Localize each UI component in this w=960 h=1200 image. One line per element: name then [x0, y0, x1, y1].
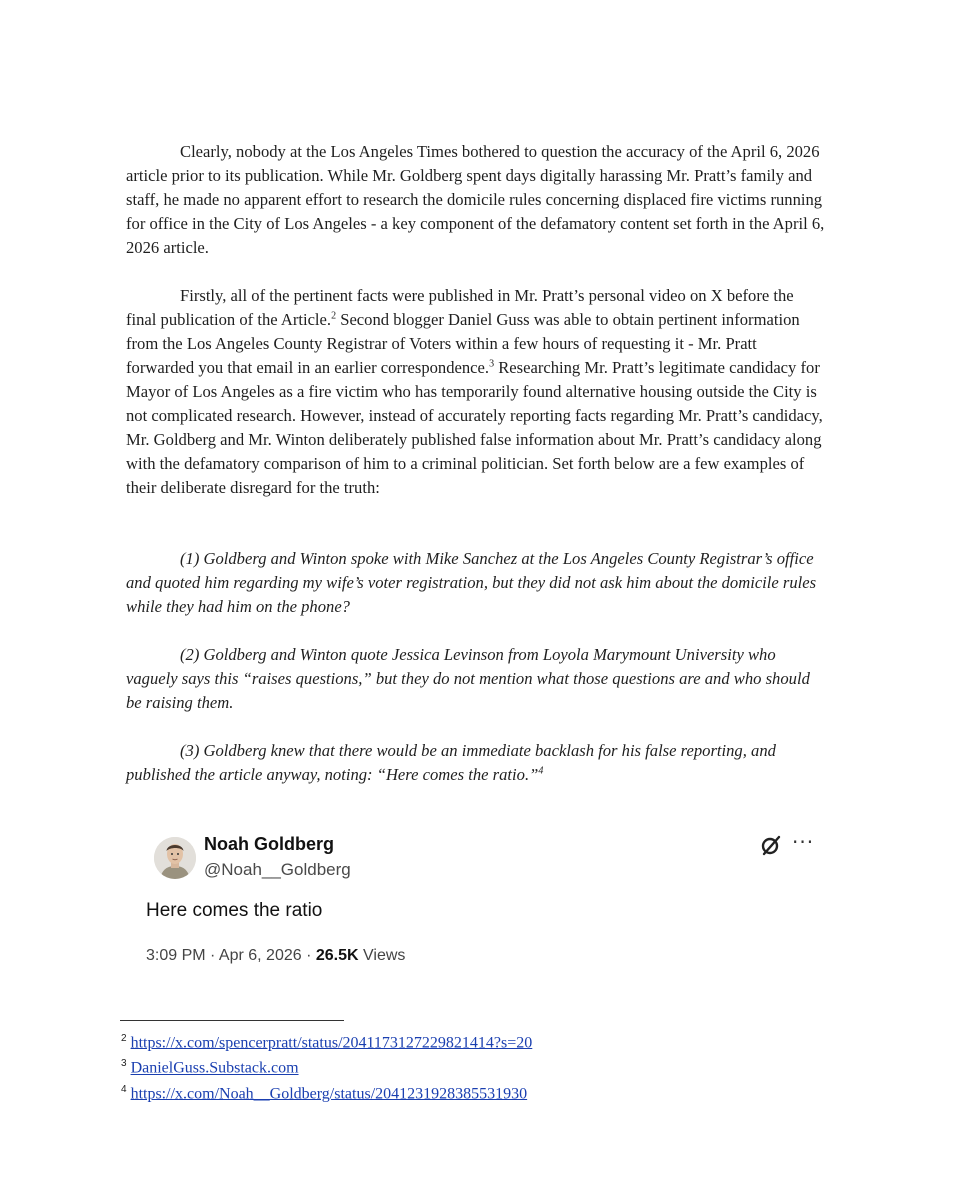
example-item-1 — [126, 547, 826, 619]
footnote-number: 2 — [121, 1033, 127, 1044]
example-item-2-text: (2) Goldberg and Winton quote Jessica Levinson from Loyola Marymount University who vaguely says this “raises questions,” but they do not mention what those questions are and who should be raising them. — [126, 645, 810, 712]
footnote-ref-4[interactable]: 4 — [538, 765, 544, 777]
tweet-meta — [146, 947, 405, 965]
avatar[interactable] — [154, 837, 196, 879]
footnote-link-2[interactable]: https://x.com/spencerpratt/status/2041173127229821414?s=20 — [130, 1034, 533, 1052]
footnote-ref-3[interactable]: 3 — [489, 358, 495, 370]
grok-icon[interactable] — [760, 834, 782, 856]
tweet-views-count: 26.5K — [315, 947, 359, 964]
footnote-link-3[interactable]: DanielGuss.Substack.com — [130, 1059, 299, 1077]
footnote-2 — [121, 1028, 821, 1053]
paragraph-1 — [126, 140, 826, 260]
paragraph-2-text-c: Researching Mr. Pratt’s legitimate candidacy for Mayor of Los Angeles as a fire victim who has temporarily found alternative housing outside the City is not complicated research. However, instead of accurately reporting facts regarding Mr. Pratt’s candidacy, Mr. Goldberg and Mr. Winton deliberately published false information about Mr. Pratt’s candidacy along with the defamatory comparison of him to a criminal politician. Set forth below are a few examples of their deliberate disregard for the truth: — [126, 358, 823, 497]
paragraph-2 — [126, 284, 826, 500]
avatar-portrait-icon — [154, 837, 196, 879]
footnote-number: 3 — [121, 1058, 127, 1070]
tweet-author-handle[interactable]: @Noah__Goldberg — [204, 860, 351, 879]
footnote-divider — [120, 1020, 344, 1021]
embedded-tweet[interactable] — [146, 832, 826, 982]
tweet-timestamp[interactable]: 3:09 PM · Apr 6, 2026 · — [146, 947, 316, 964]
example-item-3-text: (3) Goldberg knew that there would be an immediate backlash for his false reporting, and published the article anyway, noting: “Here comes the ratio.” — [126, 741, 776, 784]
footnote-ref-2[interactable]: 2 — [331, 310, 337, 322]
example-item-3 — [126, 739, 826, 787]
example-item-2 — [126, 643, 826, 715]
footnote-link-4[interactable]: https://x.com/Noah__Goldberg/status/2041231928385531930 — [130, 1084, 528, 1102]
footnote-number: 4 — [121, 1083, 127, 1095]
more-icon[interactable]: ··· — [792, 830, 815, 854]
tweet-text: Here comes the ratio — [146, 900, 323, 921]
tweet-author-name[interactable]: Noah Goldberg — [204, 834, 334, 854]
paragraph-1-text: Clearly, nobody at the Los Angeles Times bothered to question the accuracy of the April 6, 2026 article prior to its publication. While Mr. Goldberg spent days digitally harassing Mr. Pratt’s family and staff, he made no apparent effort to research the domicile rules concerning displaced fire victims running for office in the City of Los Angeles - a key component of the defamatory content set forth in the April 6, 2026 article. — [126, 142, 825, 257]
paragraph-2-text-a: Firstly, all of the pertinent facts were published in Mr. Pratt’s personal video on X before the final publication of the Article. — [126, 286, 794, 329]
tweet-views-label: Views — [358, 947, 406, 964]
footnote-4 — [121, 1079, 821, 1104]
footnotes — [121, 1028, 821, 1104]
paragraph-2-text-b: Second blogger Daniel Guss was able to obtain pertinent information from the Los Angeles County Registrar of Voters within a few hours of requesting it - Mr. Pratt forwarded you that email in an earlier correspondence. — [126, 310, 800, 377]
footnote-3 — [121, 1053, 821, 1078]
example-item-1-text: (1) Goldberg and Winton spoke with Mike Sanchez at the Los Angeles County Registrar’s office and quoted him regarding my wife’s voter registration, but they did not ask him about the domicile rules while they had him on the phone? — [126, 549, 817, 616]
